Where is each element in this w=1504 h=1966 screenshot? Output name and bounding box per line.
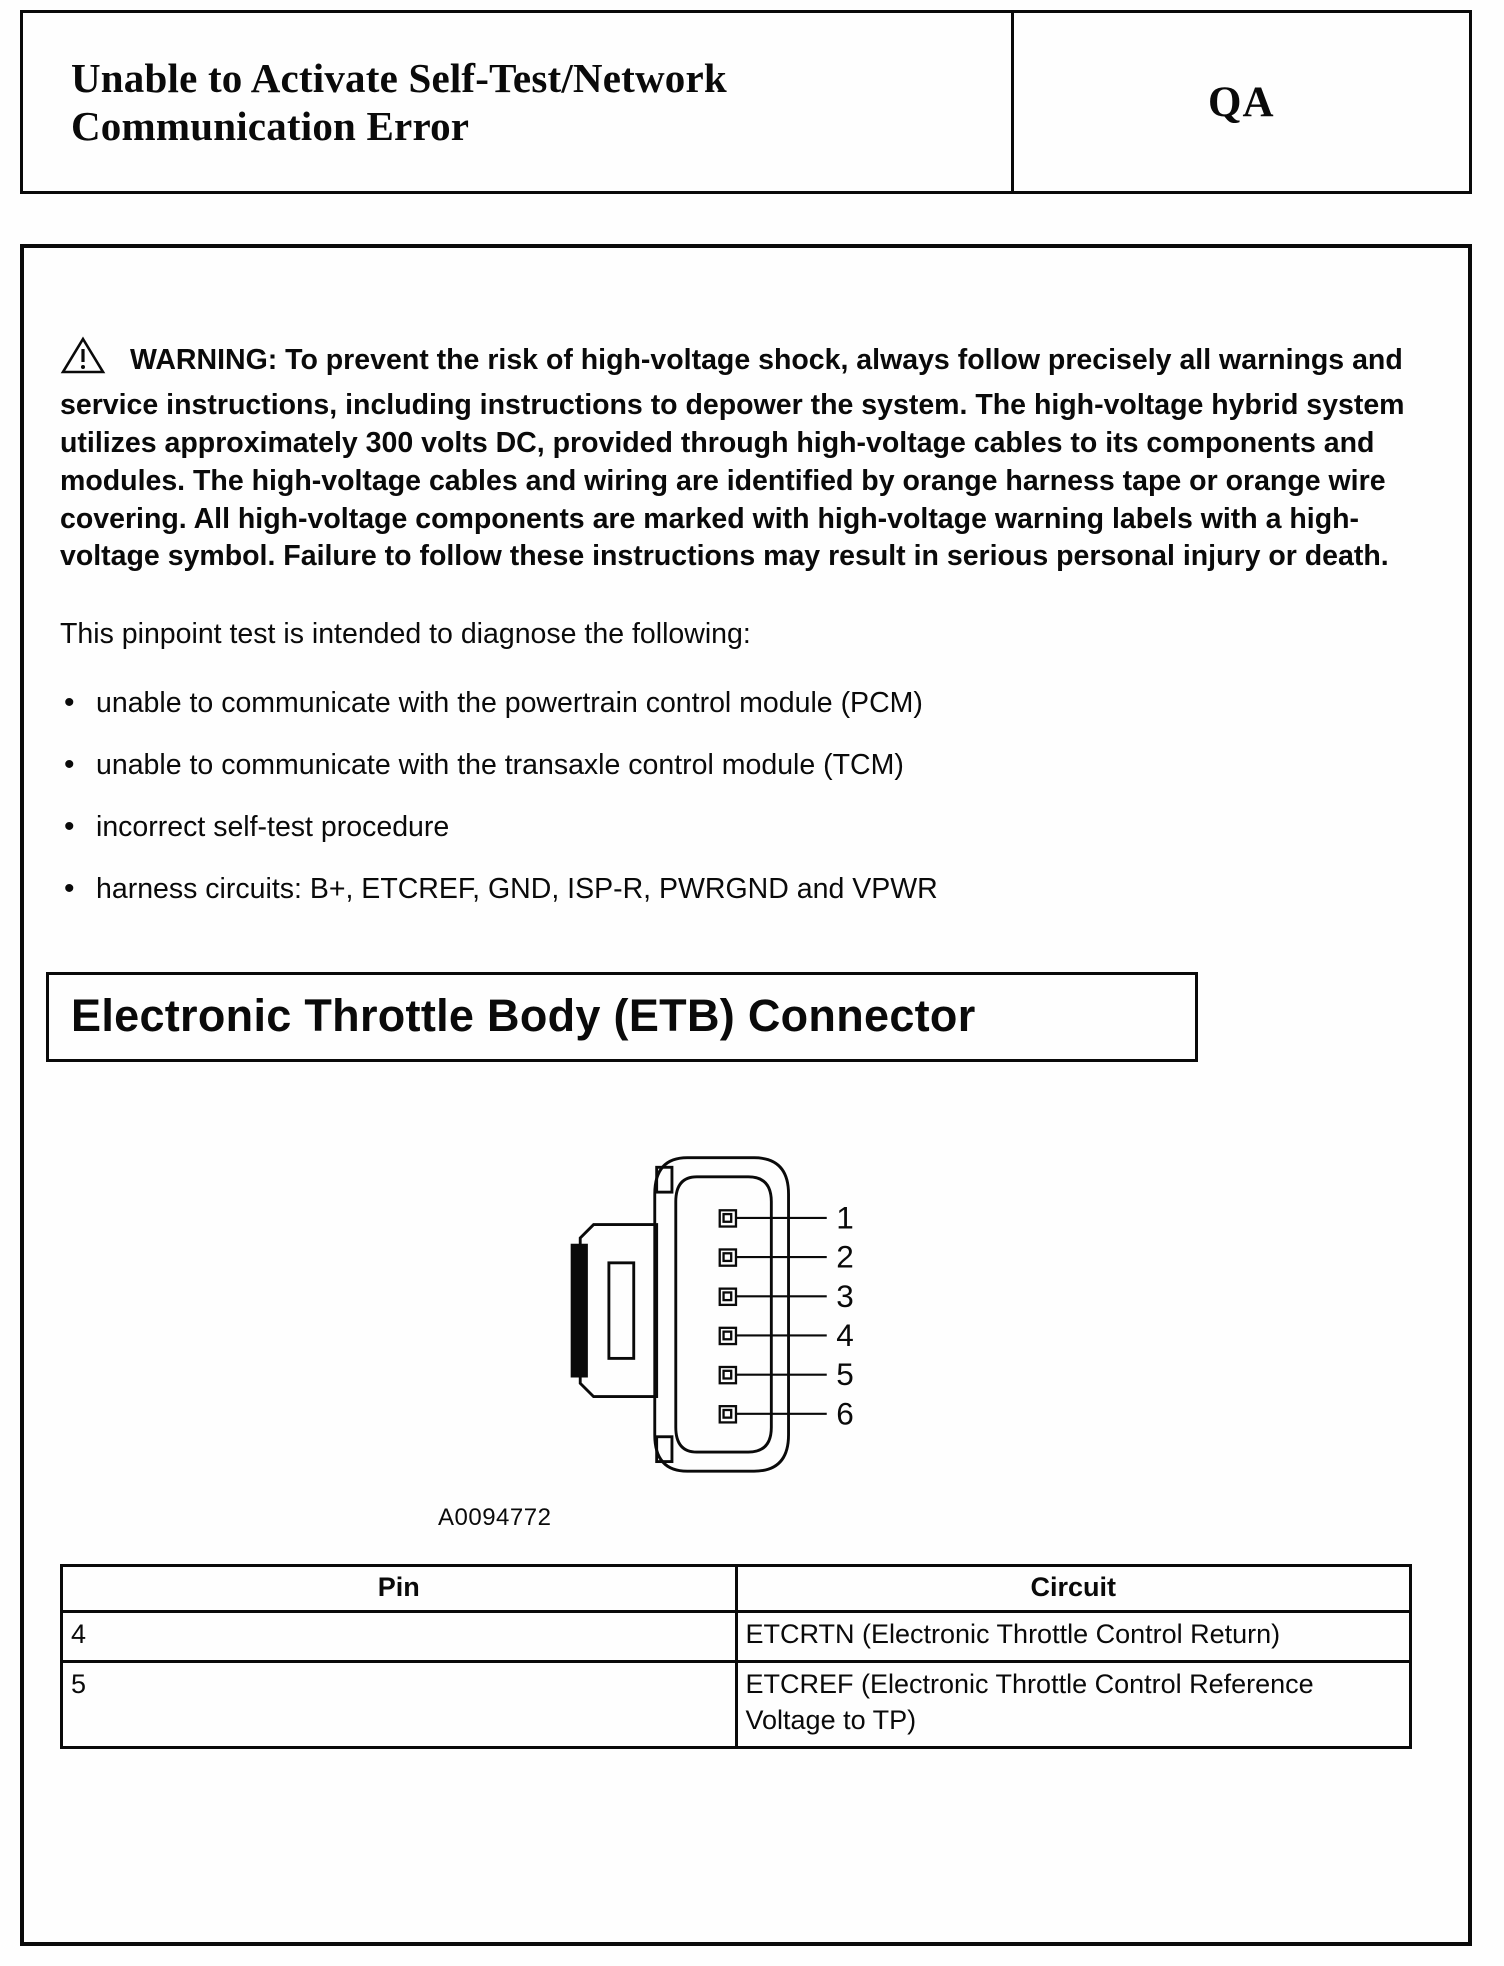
pin-terminal — [720, 1289, 827, 1305]
header-code-cell — [1014, 13, 1470, 191]
header-code: QA — [1208, 78, 1275, 126]
list-item: • unable to communicate with the transaxle control module (TCM) — [60, 749, 1414, 782]
circuit-cell: ETCREF (Electronic Throttle Control Reference Voltage to TP) — [736, 1662, 1411, 1747]
diagnosis-list — [60, 687, 1414, 906]
connector-latch-inner — [609, 1263, 634, 1359]
pin-terminal — [720, 1250, 827, 1266]
pin-number: 2 — [836, 1238, 854, 1275]
list-item: • harness circuits: B+, ETCREF, GND, ISP-R, PWRGND and VPWR — [60, 873, 1414, 906]
pin-number: 3 — [836, 1278, 854, 1315]
pin-terminal — [720, 1211, 827, 1227]
pin-number: 6 — [836, 1395, 854, 1432]
list-item: • unable to communicate with the powertrain control module (PCM) — [60, 687, 1414, 720]
intro-paragraph: This pinpoint test is intended to diagnose the following: — [60, 618, 751, 651]
header — [20, 10, 1472, 194]
figure-caption: A0094772 — [438, 1504, 552, 1532]
pin-cell: 4 — [62, 1612, 737, 1662]
list-item: • incorrect self-test procedure — [60, 811, 1414, 844]
connector-pins — [720, 1211, 827, 1423]
table-header-row — [62, 1566, 1411, 1612]
pin-circuit-table — [60, 1564, 1412, 1748]
column-header-pin: Pin — [62, 1566, 737, 1612]
pin-terminal — [720, 1328, 827, 1344]
warning-text: To prevent the risk of high-voltage shock, always follow precisely all warnings and service instructions, including instructions to depower the system. The high-voltage hybrid system utilizes approximately 300 volts DC, provided through high-voltage cables to its components and modules. The high-voltage cables and wiring are identified by orange harness tape or orange wire covering. All high-voltage components are marked with high-voltage warning labels with a high-voltage symbol. Failure to follow these instructions may result in serious personal injury or death. — [60, 344, 1405, 573]
warning-label: WARNING: — [130, 344, 278, 376]
column-header-circuit: Circuit — [736, 1566, 1411, 1612]
section-title: Electronic Throttle Body (ETB) Connector — [71, 990, 976, 1042]
etb-connector-figure — [60, 1152, 1414, 1554]
main-content — [20, 244, 1472, 1946]
warning-triangle-icon — [60, 336, 106, 387]
header-title-cell — [23, 13, 1014, 191]
table-row — [62, 1612, 1411, 1662]
pin-number: 4 — [836, 1317, 854, 1354]
table-row — [62, 1662, 1411, 1747]
pin-number-labels — [836, 1200, 854, 1432]
warning-paragraph — [60, 336, 1414, 576]
pin-number: 5 — [836, 1356, 854, 1393]
etb-connector-diagram — [542, 1152, 886, 1482]
section-title-box — [46, 972, 1198, 1062]
page-title: Unable to Activate Self-Test/Network Communication Error — [71, 54, 727, 149]
pin-terminal — [720, 1407, 827, 1423]
pin-number: 1 — [836, 1199, 854, 1236]
connector-latch-outline — [580, 1225, 656, 1397]
circuit-cell: ETCRTN (Electronic Throttle Control Return) — [736, 1612, 1411, 1662]
pin-terminal — [720, 1367, 827, 1383]
pin-cell: 5 — [62, 1662, 737, 1747]
